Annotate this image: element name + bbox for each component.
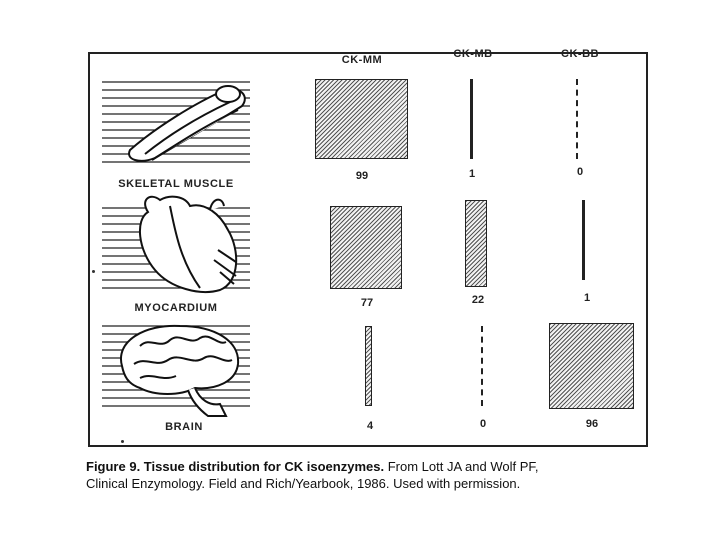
caption-title: Figure 9. Tissue distribution for CK isoenzymes.	[86, 459, 385, 474]
tissue-label-myocardium: MYOCARDIUM	[134, 302, 218, 314]
tissue-label-skeletal-muscle: SKELETAL MUSCLE	[118, 178, 234, 190]
caption-source-line2: Clinical Enzymology. Field and Rich/Yearbook, 1986. Used with permission.	[86, 476, 521, 491]
bar-myocardium-ck-bb	[582, 200, 585, 280]
value-skeletal-ck-mb: 1	[468, 168, 476, 180]
bar-brain-ck-mm	[365, 326, 372, 406]
column-header-ck-mb: CK-MB	[453, 48, 493, 60]
bar-myocardium-ck-mm	[330, 206, 402, 289]
value-myocardium-ck-mm: 77	[360, 297, 374, 309]
value-myocardium-ck-bb: 1	[583, 292, 591, 304]
value-brain-ck-mb: 0	[479, 418, 487, 430]
tissue-label-brain: BRAIN	[165, 421, 203, 433]
value-skeletal-ck-mm: 99	[355, 170, 369, 182]
value-brain-ck-mm: 4	[366, 420, 374, 432]
scan-speck	[121, 440, 124, 443]
skeletal-muscle-icon	[100, 68, 260, 178]
bar-skeletal-ck-bb	[576, 79, 578, 159]
heart-icon	[100, 190, 260, 300]
scan-speck	[92, 270, 95, 273]
column-header-ck-mm: CK-MM	[341, 54, 383, 66]
bar-myocardium-ck-mb	[465, 200, 487, 287]
value-skeletal-ck-bb: 0	[576, 166, 584, 178]
value-myocardium-ck-mb: 22	[471, 294, 485, 306]
bar-skeletal-ck-mm	[315, 79, 408, 159]
column-header-ck-bb: CK-BB	[561, 48, 599, 60]
bar-skeletal-ck-mb	[470, 79, 473, 159]
bar-brain-ck-bb	[549, 323, 634, 409]
brain-icon	[100, 316, 260, 421]
figure-caption	[86, 458, 686, 492]
caption-source-line1: From Lott JA and Wolf PF,	[387, 459, 539, 474]
value-brain-ck-bb: 96	[585, 418, 599, 430]
bar-brain-ck-mb	[481, 326, 483, 406]
